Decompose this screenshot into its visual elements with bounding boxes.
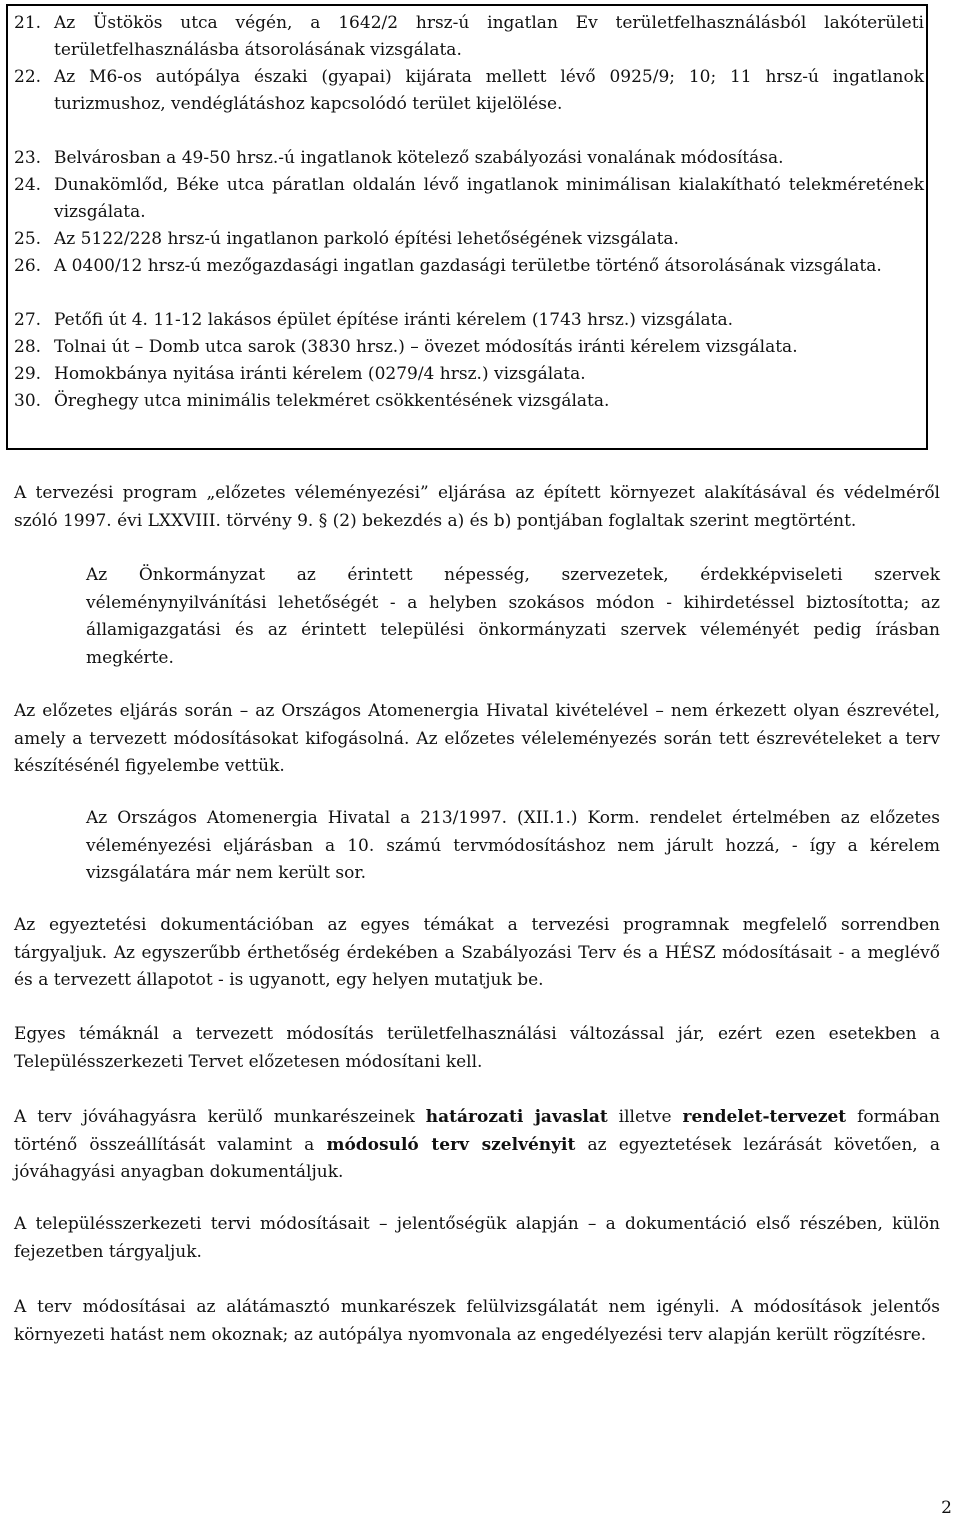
text-run: illetve xyxy=(607,1107,683,1127)
list-item-number: 23. xyxy=(14,148,42,168)
list-item-number: 26. xyxy=(14,256,42,276)
list-item-number: 28. xyxy=(14,337,42,357)
text-run: formában történő összeállítását valamint a xyxy=(14,1107,940,1155)
bold-term-plan-sheet: módosuló terv szelvényit xyxy=(326,1134,576,1155)
list-item xyxy=(14,10,924,64)
paragraph-atomic-agency xyxy=(86,805,940,888)
list-item xyxy=(14,253,924,280)
paragraph-text: Az előzetes eljárás során – az Országos Atomenergia Hivatal kivételével – nem érkezett olyan észrevétel, amely a tervezett módosításokat kifogásolná. Az előzetes véleleményezés során tett észrevételeket a terv készítésénél figyelembe vettük. xyxy=(14,701,940,776)
list-item-number: 30. xyxy=(14,391,42,411)
list-item-text: Petőfi út 4. 11-12 lakásos épület építése iránti kérelem (1743 hrsz.) vizsgálata. xyxy=(54,310,734,330)
list-item xyxy=(14,361,924,388)
list-item-number: 24. xyxy=(14,175,42,195)
paragraph-text: Az Önkormányzat az érintett népesség, szervezetek, érdekképviseleti szervek véleménynyilvánítási lehetőségét - a helyben szokásos módon - kihirdetéssel biztosította; az államigazgatási és az érintett települési önkormányzati szervek véleményét pedig írásban megkérte. xyxy=(86,565,940,668)
paragraph-comments xyxy=(14,698,940,781)
list-item-text: Az Üstökös utca végén, a 1642/2 hrsz-ú ingatlan Ev területfelhasználásból lakóterületi területfelhasználásba átsorolásának vizsgálata. xyxy=(54,13,924,60)
paragraph-documentation xyxy=(14,912,940,995)
paragraph-procedure xyxy=(14,480,940,535)
list-item-text: A 0400/12 hrsz-ú mezőgazdasági ingatlan gazdasági területbe történő átsorolásának vizsgálata. xyxy=(54,256,882,276)
list-item-number: 25. xyxy=(14,229,42,249)
paragraph-text: Egyes témáknál a tervezett módosítás területfelhasználási változással jár, ezért ezen esetekben a Településszerkezeti Tervet előzetesen módosítani kell. xyxy=(14,1024,940,1072)
bold-term-resolution: határozati javaslat xyxy=(425,1107,608,1127)
list-item xyxy=(14,64,924,118)
boxed-item-list xyxy=(6,4,928,450)
text-run: A terv jóváhagyásra kerülő munkarészeinek xyxy=(14,1107,426,1127)
page-number: 2 xyxy=(941,1498,952,1518)
list-item-text: Öreghegy utca minimális telekméret csökkentésének vizsgálata. xyxy=(54,391,610,411)
paragraph-text: Az Országos Atomenergia Hivatal a 213/1997. (XII.1.) Korm. rendelet értelmében az előzetes véleményezési eljárásban a 10. számú tervmódosításhoz nem járult hozzá, - így a kérelem vizsgálatára már nem került sor. xyxy=(86,808,940,883)
paragraph-text: Az egyeztetési dokumentációban az egyes témákat a tervezési programnak megfelelő sorrendben tárgyaljuk. Az egyszerűbb érthetőség érdekében a Szabályozási Terv és a HÉSZ módosításait - a meglévő és a tervezett állapotot - is ugyanott, egy helyen mutatjuk be. xyxy=(14,915,940,990)
paragraph-supporting-parts xyxy=(14,1294,940,1349)
list-item xyxy=(14,334,924,361)
list-item-text: Homokbánya nyitása iránti kérelem (0279/4 hrsz.) vizsgálata. xyxy=(54,364,586,384)
list-item xyxy=(14,172,924,226)
text-run: az egyeztetések lezárását követően, a jóváhagyási anyagban dokumentáljuk. xyxy=(14,1134,940,1182)
list-item-number: 29. xyxy=(14,364,42,384)
paragraph-structure-plan xyxy=(14,1211,940,1266)
list-item-text: Az M6-os autópálya északi (gyapai) kijárata mellett lévő 0925/9; 10; 11 hrsz-ú ingatlanok turizmushoz, vendéglátáshoz kapcsolódó terület kijelölése. xyxy=(54,67,924,114)
paragraph-text: A településszerkezeti tervi módosításait – jelentőségük alapján – a dokumentáció első részében, külön fejezetben tárgyaljuk. xyxy=(14,1214,940,1262)
list-item xyxy=(14,145,924,172)
list-item xyxy=(14,388,924,415)
paragraph-land-use xyxy=(14,1021,940,1076)
paragraph-text: A terv módosításai az alátámasztó munkarészek felülvizsgálatát nem igényli. A módosítások jelentős környezeti hatást nem okoznak; az autópálya nyomvonala az engedélyezési terv alapján került rögzítésre. xyxy=(14,1297,940,1345)
list-item-number: 21. xyxy=(14,13,42,33)
paragraph-approval xyxy=(14,1104,940,1187)
paragraph-text xyxy=(14,1104,940,1187)
list-item-text: Az 5122/228 hrsz-ú ingatlanon parkoló építési lehetőségének vizsgálata. xyxy=(54,229,679,249)
bold-term-decree: rendelet-tervezet xyxy=(682,1107,847,1127)
list-item-number: 27. xyxy=(14,310,42,330)
list-item-text: Tolnai út – Domb utca sarok (3830 hrsz.) – övezet módosítás iránti kérelem vizsgálata. xyxy=(54,337,798,357)
list-item xyxy=(14,307,924,334)
list-item-number: 22. xyxy=(14,67,42,87)
paragraph-text: A tervezési program „előzetes véleményezési” eljárása az épített környezet alakításával és védelméről szóló 1997. évi LXXVIII. törvény 9. § (2) bekezdés a) és b) pontjában foglaltak szerint megtörtént. xyxy=(14,483,940,531)
list-item-text: Dunakömlőd, Béke utca páratlan oldalán lévő ingatlanok minimálisan kialakítható telekméretének vizsgálata. xyxy=(54,175,924,222)
list-item xyxy=(14,226,924,253)
paragraph-consultation xyxy=(86,562,940,672)
list-item-text: Belvárosban a 49-50 hrsz.-ú ingatlanok kötelező szabályozási vonalának módosítása. xyxy=(54,148,784,168)
